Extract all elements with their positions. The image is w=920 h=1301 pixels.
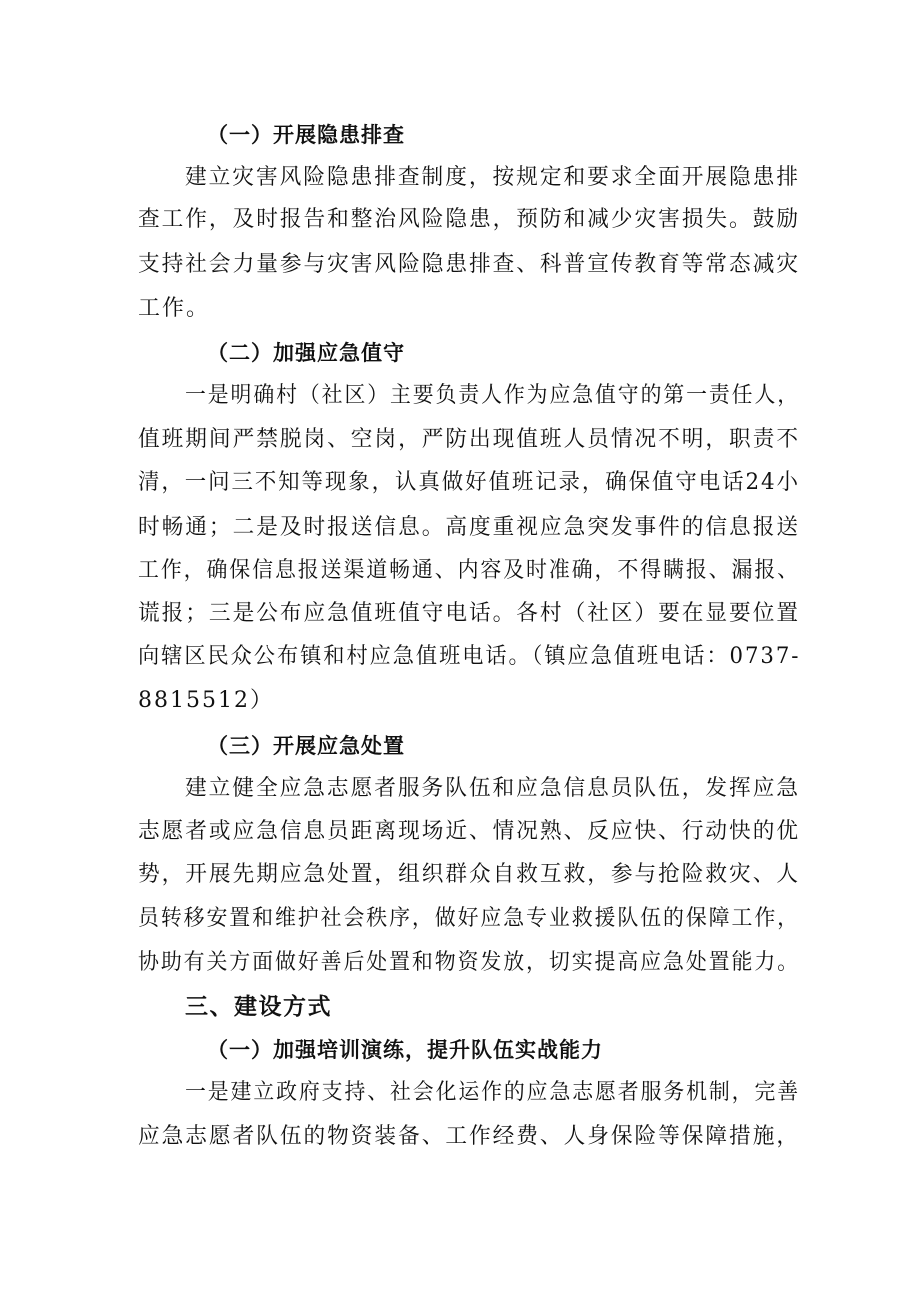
paragraph-line: 势，开展先期应急处置，组织群众自救互救，参与抢险救灾、人 <box>138 862 801 887</box>
paragraph-line: 志愿者或应急信息员距离现场近、情况熟、反应快、行动快的优 <box>138 819 801 844</box>
paragraph-line: 工作，确保信息报送渠道畅通、内容及时准确，不得瞒报、漏报、 <box>138 558 800 583</box>
paragraph-line: 一是建立政府支持、社会化运作的应急志愿者服务机制，完善 <box>185 1080 801 1105</box>
paragraph-line: 清，一问三不知等现象，认真做好值班记录，确保值守电话24小 <box>138 470 800 495</box>
paragraph-line: 应急志愿者队伍的物资装备、工作经费、人身保险等保障措施， <box>138 1124 801 1149</box>
paragraph-line: 向辖区民众公布镇和村应急值班电话。（镇应急值班电话：0737- <box>138 644 801 669</box>
paragraph-line: 查工作，及时报告和整治风险隐患，预防和减少灾害损失。鼓励 <box>138 207 801 232</box>
section-heading: （三）开展应急处置 <box>207 733 405 758</box>
paragraph-line: 工作。 <box>138 296 211 321</box>
paragraph-line: 建立灾害风险隐患排查制度，按规定和要求全面开展隐患排 <box>185 165 801 190</box>
chapter-heading: 三、建设方式 <box>185 993 332 1020</box>
paragraph-line: 8815512） <box>138 688 274 713</box>
paragraph-line: 谎报；三是公布应急值班值守电话。各村（社区）要在显要位置 <box>138 601 801 626</box>
section-heading: （一）开展隐患排查 <box>207 122 405 147</box>
paragraph-line: 时畅通；二是及时报送信息。高度重视应急突发事件的信息报送 <box>138 515 801 540</box>
section-heading: （二）加强应急值守 <box>207 340 405 365</box>
section-heading: （一）加强培训演练，提升队伍实战能力 <box>207 1037 603 1062</box>
paragraph-line: 协助有关方面做好善后处置和物资发放，切实提高应急处置能力。 <box>138 950 800 975</box>
paragraph-line: 值班期间严禁脱岗、空岗，严防出现值班人员情况不明，职责不 <box>138 427 801 452</box>
paragraph-line: 员转移安置和维护社会秩序，做好应急专业救援队伍的保障工作， <box>138 906 800 931</box>
paragraph-line: 支持社会力量参与灾害风险隐患排查、科普宣传教育等常态减灾 <box>138 252 801 277</box>
paragraph-line: 建立健全应急志愿者服务队伍和应急信息员队伍，发挥应急 <box>185 776 801 801</box>
paragraph-line: 一是明确村（社区）主要负责人作为应急值守的第一责任人， <box>185 383 801 408</box>
